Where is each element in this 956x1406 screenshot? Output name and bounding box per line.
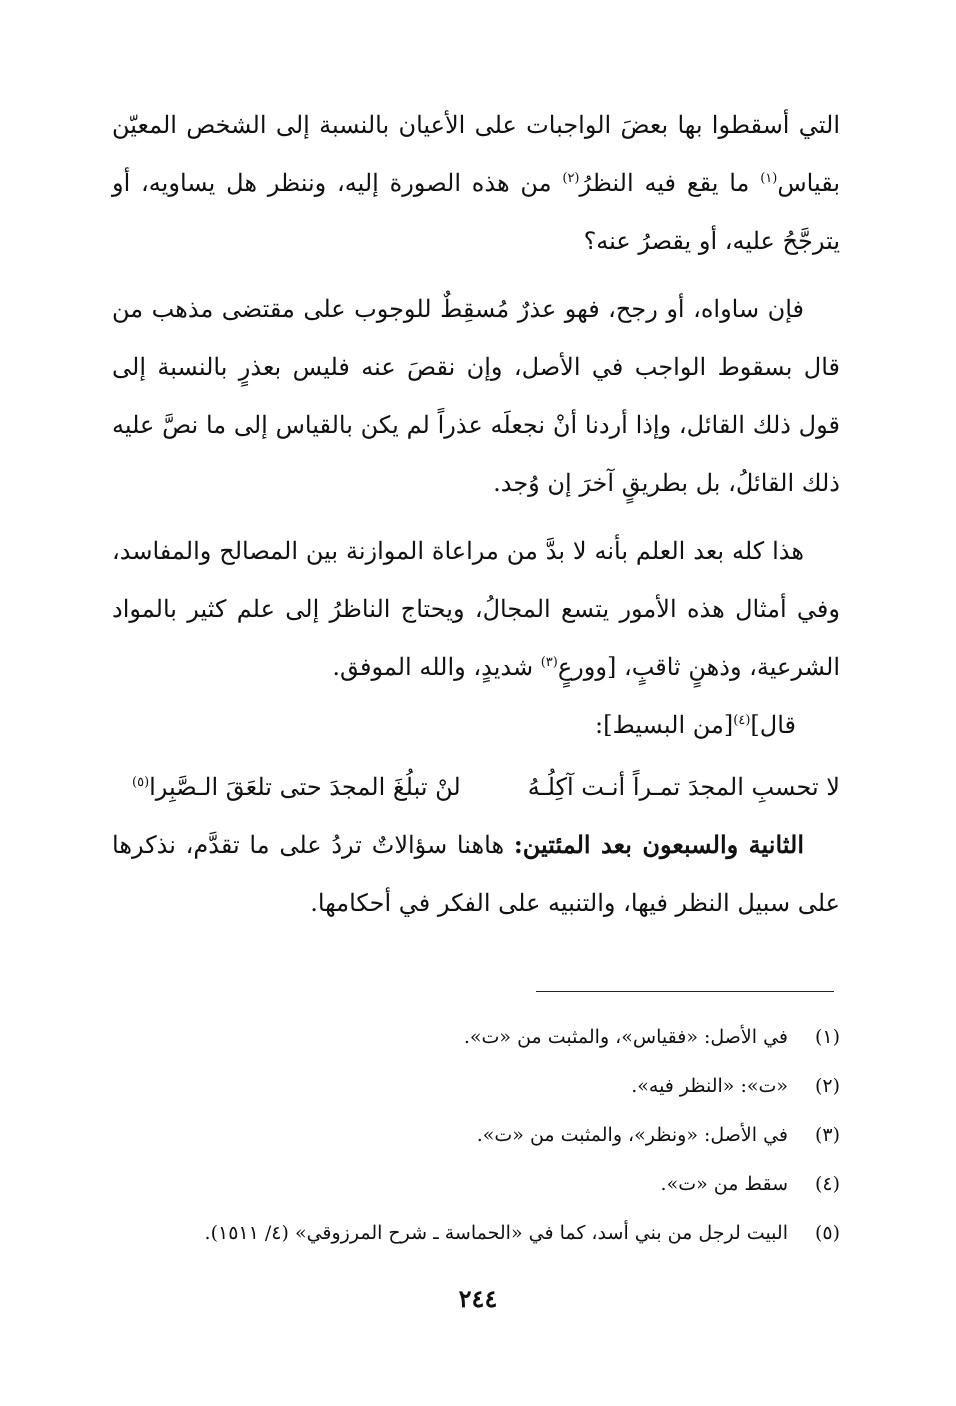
paragraph-1-text-b: ما يقع فيه النظرُ bbox=[579, 169, 761, 197]
paragraph-1-text-c: من هذه الصورة إليه، وننظر هل يساويه، أو يترجَّحُ عليه، أو يقصرُ عنه؟ bbox=[112, 169, 840, 255]
paragraph-1 bbox=[112, 96, 840, 270]
page-number: ٢٤٤ bbox=[458, 1284, 498, 1313]
footnote-ref-3[interactable]: (٣) bbox=[540, 655, 558, 670]
footnote-number: (١) bbox=[814, 1025, 840, 1048]
footnote-number: (٣) bbox=[814, 1123, 840, 1146]
paragraph-4-text: هاهنا سؤالاتٌ تردُ على ما تقدَّم، نذكرها على سبيل النظر فيها، والتنبيه على الفكر في أحكامها. bbox=[112, 831, 840, 917]
footnote-ref-4[interactable]: (٤) bbox=[733, 713, 751, 728]
footnote-ref-5[interactable]: (٥) bbox=[132, 775, 150, 790]
footnote-number: (٥) bbox=[814, 1221, 840, 1244]
verse-intro-text-a: قال] bbox=[750, 711, 796, 739]
paragraph-2: فإن ساواه، أو رجح، فهو عذرٌ مُسقِطٌ للوجوب على مقتضى مذهب من قال بسقوط الواجب في الأصل، وإن نقصَ عنه فليس بعذرٍ بالنسبة إلى قول ذلك القائل، وإذا أردنا أنْ نجعلَه عذراً لم يكن بالقياس إلى ما نصَّ عليه ذلك القائلُ، بل بطريقٍ آخرَ إن وُجد. bbox=[112, 295, 840, 497]
footnote-2 bbox=[112, 1061, 840, 1110]
footnote-text: سقط من «ت». bbox=[660, 1172, 788, 1195]
footnote-5 bbox=[112, 1208, 840, 1257]
paragraph-3-text-a: هذا كله بعد العلم بأنه لا بدَّ من مراعاة الموازنة بين المصالح والمفاسد، وفي أمثال هذه الأمور يتسع المجالُ، ويحتاج الناظرُ إلى علم كثير بالمواد الشرعية، وذهنٍ ثاقبٍ، [وورعٍ bbox=[112, 537, 840, 681]
footnote-number: (٤) bbox=[814, 1172, 840, 1195]
footnote-1 bbox=[112, 1012, 840, 1061]
verse-intro-text-b: [من البسيط]: bbox=[595, 711, 734, 739]
footnote-number: (٢) bbox=[814, 1074, 840, 1097]
footnotes-list bbox=[112, 1012, 840, 1257]
footnote-text: في الأصل: «فقياس»، والمثبت من «ت». bbox=[463, 1025, 788, 1048]
paragraph-4 bbox=[112, 816, 840, 932]
footnote-text: في الأصل: «ونظر»، والمثبت من «ت». bbox=[476, 1123, 788, 1146]
paragraph-1-text-a: التي أسقطوا بها بعضَ الواجبات على الأعيان بالنسبة إلى الشخص المعيّن بقياس bbox=[112, 111, 841, 197]
footnote-divider bbox=[536, 991, 834, 992]
footnote-4 bbox=[112, 1159, 840, 1208]
paragraph-3-text-b: شديدٍ، والله الموفق. bbox=[332, 653, 541, 681]
footnote-ref-1[interactable]: (١) bbox=[760, 171, 778, 186]
verse-first-hemistich: لا تحسبِ المجدَ تمـراً أنـت آكِلُـهُ bbox=[527, 773, 840, 801]
footnote-text: البيت لرجل من بني أسد، كما في «الحماسة ـ شرح المرزوقي» (٤/ ١٥١١). bbox=[204, 1221, 788, 1244]
paragraph-3 bbox=[112, 522, 840, 696]
verse-second-text: لنْ تبلُغَ المجدَ حتى تلعَقَ الـصَّبِرا bbox=[149, 773, 461, 801]
poetry-verse bbox=[112, 758, 840, 816]
footnote-text: «ت»: «النظر فيه». bbox=[631, 1074, 788, 1097]
footnote-ref-2[interactable]: (٢) bbox=[562, 171, 580, 186]
footnote-3 bbox=[112, 1110, 840, 1159]
main-text bbox=[112, 96, 840, 932]
verse-second-hemistich bbox=[132, 758, 461, 816]
verse-intro bbox=[112, 696, 840, 754]
section-heading: الثانية والسبعون بعد المئتين: bbox=[513, 830, 804, 859]
